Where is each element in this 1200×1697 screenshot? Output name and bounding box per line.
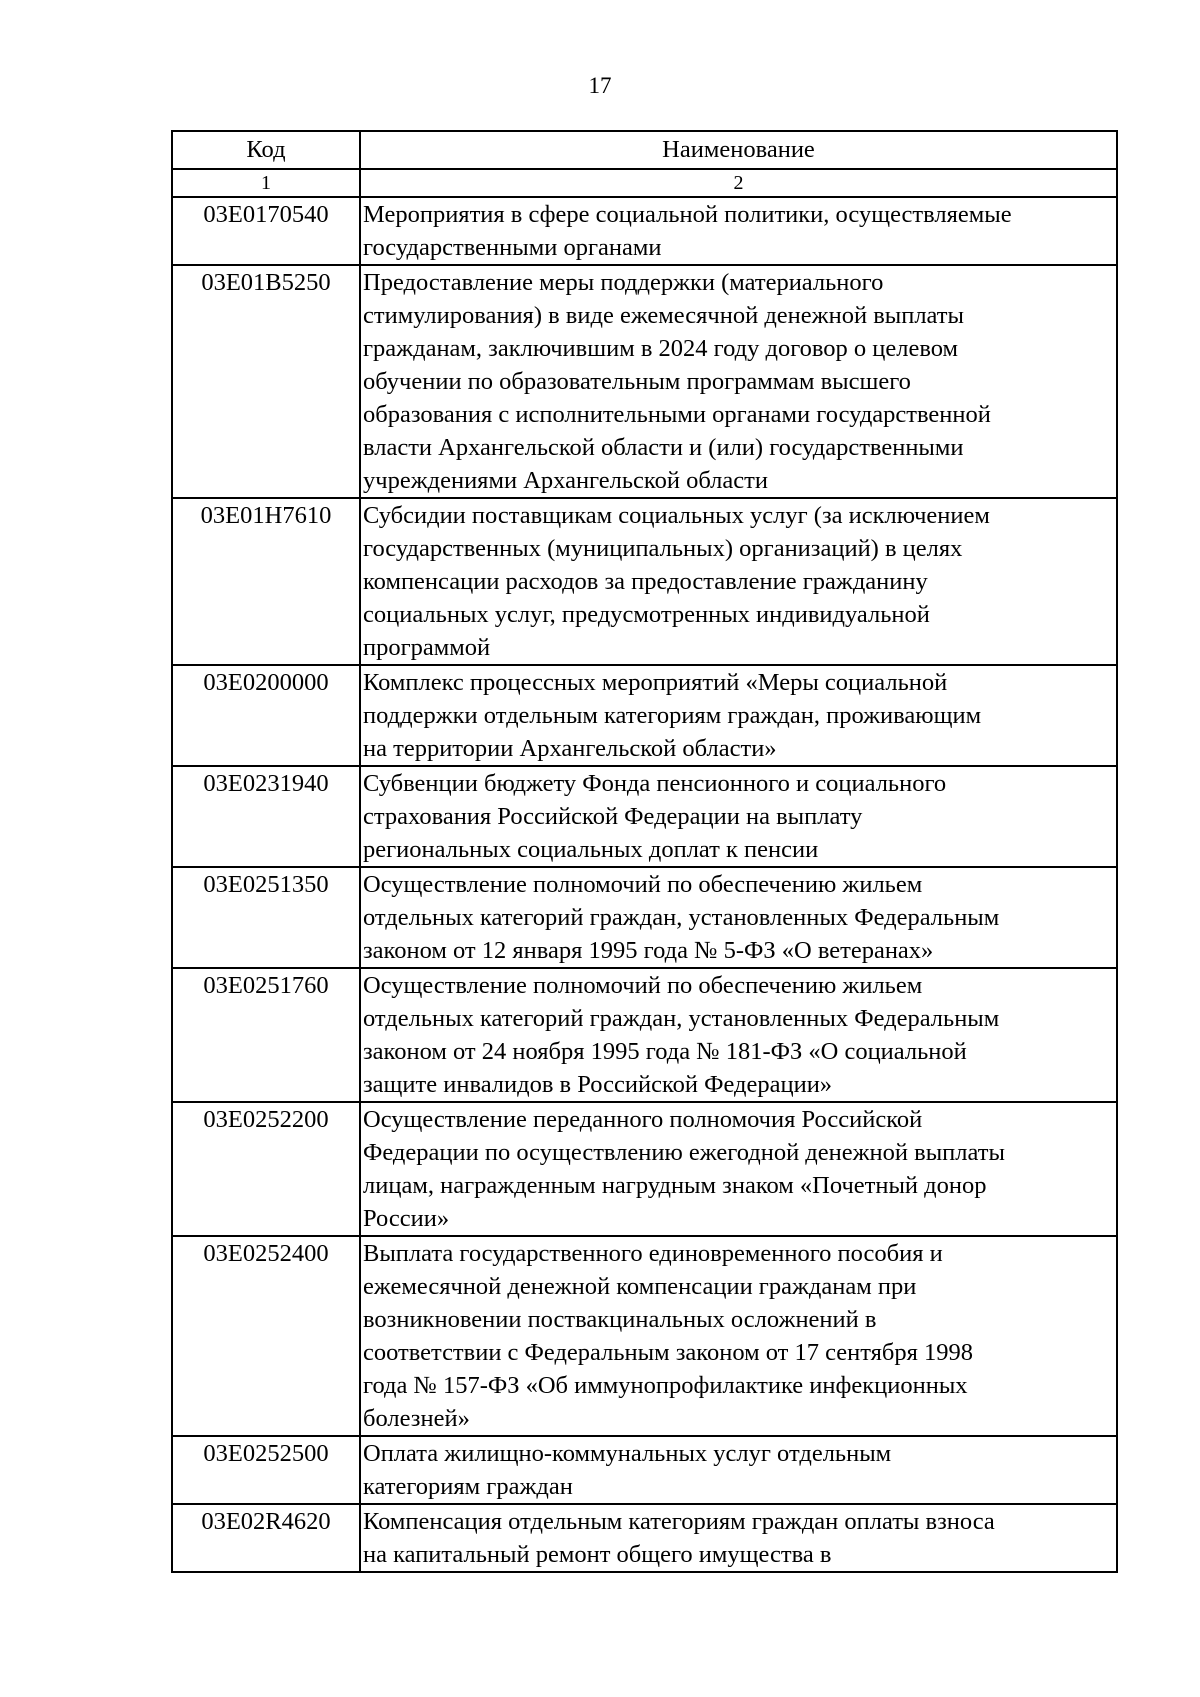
- row-name: [360, 1102, 1117, 1236]
- column-number-name: 2: [360, 169, 1117, 197]
- row-name-line: Мероприятия в сфере социальной политики, осуществляемые: [363, 201, 1012, 228]
- row-name-line: Осуществление полномочий по обеспечению жильем: [363, 871, 923, 898]
- row-name: [360, 265, 1117, 498]
- row-name-line: стимулирования) в виде ежемесячной денежной выплаты: [363, 302, 964, 329]
- row-code: 03E0252200: [172, 1102, 360, 1236]
- row-name-line: защите инвалидов в Российской Федерации»: [363, 1071, 833, 1098]
- table-row: [172, 867, 1117, 968]
- table-row: [172, 1436, 1117, 1504]
- row-name-line: Компенсация отдельным категориям граждан оплаты взноса: [363, 1508, 995, 1535]
- row-name-line: года № 157-ФЗ «Об иммунопрофилактике инфекционных: [363, 1372, 968, 1399]
- header-name: Наименование: [360, 131, 1117, 169]
- row-name-line: на капитальный ремонт общего имущества в: [363, 1541, 832, 1568]
- row-name: [360, 197, 1117, 265]
- column-number-row: [172, 169, 1117, 197]
- row-name: [360, 1436, 1117, 1504]
- column-number-code: 1: [172, 169, 360, 197]
- row-name-line: гражданам, заключившим в 2024 году договор о целевом: [363, 335, 959, 362]
- row-name-line: обучении по образовательным программам высшего: [363, 368, 911, 395]
- table-row: [172, 498, 1117, 665]
- row-name-line: Комплекс процессных мероприятий «Меры социальной: [363, 669, 948, 696]
- row-name-line: Осуществление полномочий по обеспечению жильем: [363, 972, 923, 999]
- row-code: 03E0231940: [172, 766, 360, 867]
- row-name-line: Выплата государственного единовременного пособия и: [363, 1240, 943, 1267]
- row-name-line: учреждениями Архангельской области: [363, 467, 768, 494]
- row-name-line: законом от 24 ноября 1995 года № 181-ФЗ «О социальной: [363, 1038, 967, 1065]
- row-code: 03E0170540: [172, 197, 360, 265]
- row-name-line: страхования Российской Федерации на выплату: [363, 803, 863, 830]
- row-code: 03E0252400: [172, 1236, 360, 1436]
- row-name-line: соответствии с Федеральным законом от 17 сентября 1998: [363, 1339, 974, 1366]
- row-name: [360, 968, 1117, 1102]
- row-code: 03E0252500: [172, 1436, 360, 1504]
- row-name-line: власти Архангельской области и (или) государственными: [363, 434, 964, 461]
- row-name-line: законом от 12 января 1995 года № 5-ФЗ «О ветеранах»: [363, 937, 934, 964]
- row-name-line: возникновении поствакцинальных осложнений в: [363, 1306, 877, 1333]
- header-row: [172, 131, 1117, 169]
- table-row: [172, 1236, 1117, 1436]
- row-name-line: отдельных категорий граждан, установленных Федеральным: [363, 904, 1000, 931]
- row-name: [360, 1236, 1117, 1436]
- row-name-line: государственных (муниципальных) организаций) в целях: [363, 535, 963, 562]
- row-name: [360, 665, 1117, 766]
- row-name: [360, 766, 1117, 867]
- row-name-line: Оплата жилищно-коммунальных услуг отдельным: [363, 1440, 892, 1467]
- row-name-line: программой: [363, 634, 491, 661]
- row-name-line: Субсидии поставщикам социальных услуг (за исключением: [363, 502, 990, 529]
- row-name-line: лицам, награжденным нагрудным знаком «Почетный донор: [363, 1172, 987, 1199]
- table-row: [172, 766, 1117, 867]
- table-row: [172, 968, 1117, 1102]
- row-code: 03E0200000: [172, 665, 360, 766]
- row-name-line: Субвенции бюджету Фонда пенсионного и социального: [363, 770, 947, 797]
- row-name-line: категориям граждан: [363, 1473, 573, 1500]
- row-code: 03E02R4620: [172, 1504, 360, 1572]
- row-name-line: России»: [363, 1205, 450, 1232]
- row-name-line: отдельных категорий граждан, установленных Федеральным: [363, 1005, 1000, 1032]
- row-code: 03E0251350: [172, 867, 360, 968]
- row-name: [360, 1504, 1117, 1572]
- row-name-line: Федерации по осуществлению ежегодной денежной выплаты: [363, 1139, 1005, 1166]
- table-body: [172, 169, 1117, 1572]
- table-row: [172, 197, 1117, 265]
- row-name: [360, 867, 1117, 968]
- row-name: [360, 498, 1117, 665]
- row-name-line: государственными органами: [363, 234, 662, 261]
- row-name-line: Предоставление меры поддержки (материального: [363, 269, 884, 296]
- table-row: [172, 1504, 1117, 1572]
- row-name-line: компенсации расходов за предоставление гражданину: [363, 568, 928, 595]
- row-name-line: ежемесячной денежной компенсации гражданам при: [363, 1273, 917, 1300]
- row-code: 03E0251760: [172, 968, 360, 1102]
- page-number: 17: [588, 73, 612, 98]
- table-row: [172, 265, 1117, 498]
- row-name-line: Осуществление переданного полномочия Российской: [363, 1106, 923, 1133]
- table-row: [172, 1102, 1117, 1236]
- row-name-line: социальных услуг, предусмотренных индивидуальной: [363, 601, 930, 628]
- row-name-line: образования с исполнительными органами государственной: [363, 401, 991, 428]
- budget-codes-table: [171, 130, 1118, 1573]
- row-name-line: поддержки отдельным категориям граждан, проживающим: [363, 702, 982, 729]
- row-name-line: региональных социальных доплат к пенсии: [363, 836, 819, 863]
- table-row: [172, 665, 1117, 766]
- row-code: 03E01B5250: [172, 265, 360, 498]
- row-code: 03E01H7610: [172, 498, 360, 665]
- table-header: [172, 131, 1117, 169]
- header-code: Код: [172, 131, 360, 169]
- row-name-line: болезней»: [363, 1405, 470, 1432]
- row-name-line: на территории Архангельской области»: [363, 735, 777, 762]
